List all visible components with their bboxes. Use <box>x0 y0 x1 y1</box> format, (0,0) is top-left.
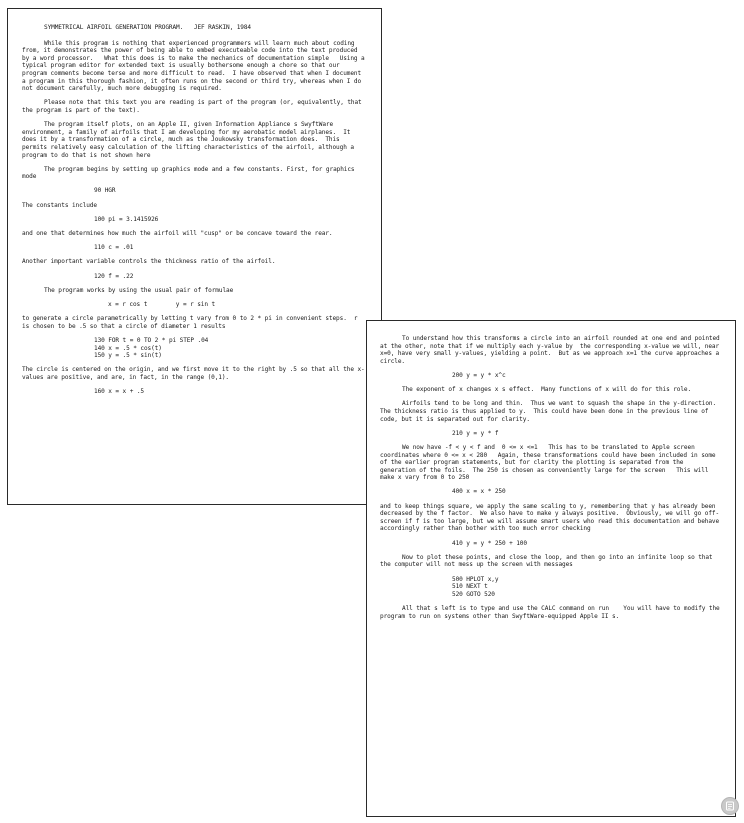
paragraph: The program works by using the usual pair of formulae <box>44 286 234 294</box>
document-page-2 <box>366 320 736 817</box>
code-line: 100 pi = 3.1415926 <box>94 215 159 223</box>
text-line: and to keep things square, we apply the same scaling to y, remembering that y has already been decreased by the f factor. We also have to make y always positive. Obviously, we will go off-screen if f is too large, but we will assume smart users who read this documentation and behave accordingly rather than bother with too much error checking <box>380 502 723 533</box>
text-line: The constants include <box>22 201 97 209</box>
code-line: 110 c = .01 <box>94 244 134 252</box>
paragraph: Please note that this text you are reading is part of the program (or, equivalently, that the program is part of the text). <box>22 99 366 114</box>
paragraph: Airfoils tend to be long and thin. Thus we want to squash the shape in the y-direction. The thickness ratio is thus applied to y. This could have been done in the previous line of code, but it is separated out for clarity. <box>380 400 724 423</box>
paragraph: While this program is nothing that experienced programmers will learn much about coding from, it demonstrates the power of being able to embed executeable code into the text produced by a word processor. What this does is to make the mechanics of documentation simple Using a typical program editor for extended text is usually bothersome enough a chore so that our program comments become terse and more difficult to read. I have observed that when I document a program in this thorough fashion, it often runs on the second or third try, whereas when I do not document carefully, much more debugging is required. <box>22 39 369 93</box>
page-2-content <box>380 335 722 620</box>
paragraph: All that s left is to type and use the CALC command on run You will have to modify the program to run on systems other than SwyftWare-equipped Apple II s. <box>380 604 724 620</box>
code-line: 400 x = x * 250 <box>452 488 506 496</box>
text-line: and one that determines how much the airfoil will "cusp" or be concave toward the rear. <box>22 230 333 238</box>
document-title: SYMMETRICAL AIRFOIL GENERATION PROGRAM. JEF RASKIN, 1984 <box>44 24 251 31</box>
text-line: to generate a circle parametrically by letting t vary from 0 to 2 * pi in convenient steps. r is chosen to be .5 so that a circle of diameter 1 results <box>22 315 362 330</box>
code-line: 200 y = y * x^c <box>452 371 506 379</box>
text-line: The circle is centered on the origin, and we first move it to the right by .5 so that all the x-values are positive, and are, in fact, in the range (0,1). <box>22 366 365 381</box>
code-line: 210 y = y * f <box>452 429 499 437</box>
paragraph: The program itself plots, on an Apple II, given Information Appliance s SwyftWare environment, a family of airfoils that I am developing for my aerobatic model airplanes. It does it by a transformation of a circle, much as the Joukowsky transformation does. This permits relatively easy calculation of the lifting characteristics of the airfoil, although a program to do that is not shown here <box>22 121 358 159</box>
paragraph: The program begins by setting up graphics mode and a few constants. First, for graphics mode <box>22 165 359 181</box>
document-page-1 <box>7 8 382 505</box>
document-scan-icon-glyph <box>725 801 735 811</box>
paragraph: To understand how this transforms a circle into an airfoil rounded at one end and pointed at the other, note that if we multiply each y-value by the corresponding x-value we will, near x=0, have very small y-values, yielding a point. But as we approach x=1 the curve approaches a circle. <box>380 335 724 365</box>
code-line: 410 y = y * 250 + 100 <box>452 539 527 547</box>
text-line: Another important variable controls the thickness ratio of the airfoil. <box>22 258 276 266</box>
document-scan-icon[interactable] <box>721 797 739 815</box>
page-1-content <box>22 24 367 396</box>
paragraph: Now to plot these points, and close the loop, and then go into an infinite loop so that the computer will not mess up the screen with messages <box>380 553 717 569</box>
page-1-body <box>22 40 367 396</box>
code-line: 130 FOR t = 0 TO 2 * pi STEP .04 140 x = .5 * cos(t) 150 y = .5 * sin(t) <box>94 336 209 360</box>
code-line: 500 HPLOT x,y 510 NEXT t 520 GOTO 520 <box>452 575 499 598</box>
code-line: x = r cos t y = r sin t <box>108 300 216 308</box>
code-line: 120 f = .22 <box>94 272 134 280</box>
code-line: 90 HGR <box>94 187 116 195</box>
paragraph: The exponent of x changes x s effect. Many functions of x will do for this role. <box>402 386 692 394</box>
code-line: 160 x = x + .5 <box>94 388 144 396</box>
paragraph: We now have -f < y < f and 0 <= x <=1 This has to be translated to Apple screen coordinates where 0 <= x < 280 Again, these transformations could have been included in some of the earlier program statements, but for clarity the plotting is separated from the generation of the foils. The 250 is chosen as conveniently large for the screen This will make x vary from 0 to 250 <box>380 443 720 482</box>
page-2-body <box>380 335 722 620</box>
